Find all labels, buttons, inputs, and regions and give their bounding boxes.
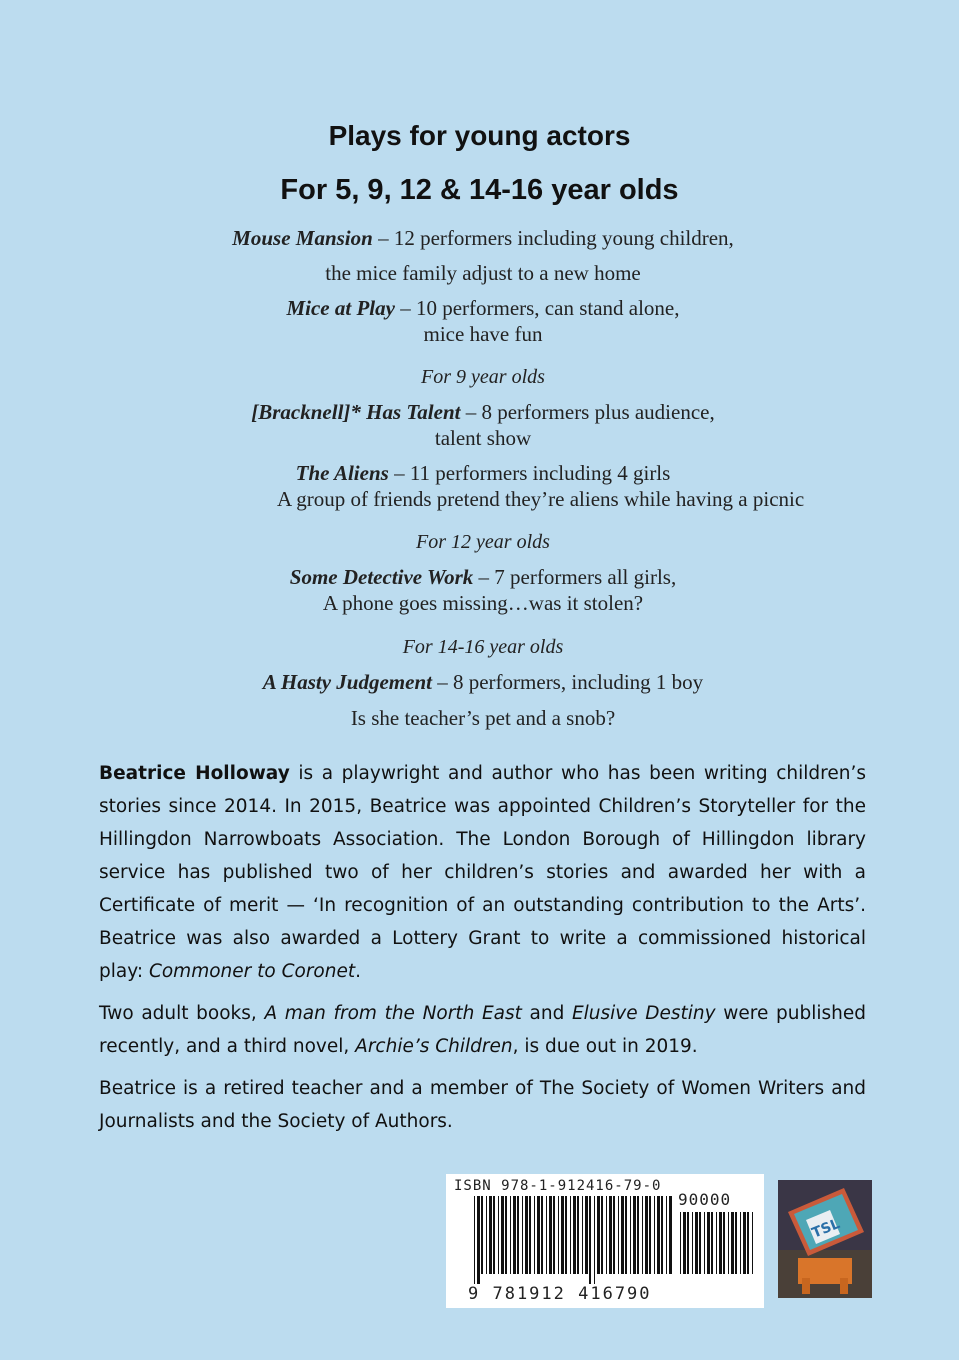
barcode-bar (649, 1196, 651, 1274)
bio-text: is a playwright and author who has been writing children’s stories since 2014. In 2015, Beatrice was appointed Children’s Storyteller for the Hillingdon Narrowboats Association. The London Borough of Hillingdon library service has published two of her children’s stories and awarded her with a Certificate of merit — ‘In recognition of an outstanding contribution to the Arts’. Beatrice was also awarded a Lottery Grant to write a commissioned historical play: (99, 763, 866, 982)
bio-paragraph-1 (99, 757, 866, 988)
barcode-bar (585, 1196, 588, 1274)
barcode-bar (573, 1196, 576, 1274)
book-title: Archie’s Children (355, 1036, 513, 1057)
barcode-bar (546, 1196, 547, 1274)
bio-text: Two adult books, (99, 1003, 265, 1024)
barcode-bar (565, 1196, 567, 1274)
book-title: Elusive Destiny (571, 1003, 716, 1024)
play-title: Mouse Mansion (232, 226, 373, 250)
ean-number: 9 781912 416790 (468, 1284, 652, 1304)
play-desc: – 12 performers including young children, (372, 226, 734, 250)
play-summary: the mice family adjust to a new home (325, 261, 641, 285)
bio-paragraph-2 (99, 997, 866, 1063)
author-bio (99, 757, 866, 1138)
barcode-bar (743, 1212, 746, 1274)
barcode-bar (657, 1196, 660, 1274)
barcode-bar (719, 1212, 722, 1274)
logo-illustration (778, 1180, 872, 1298)
barcode-bar (723, 1212, 725, 1274)
age-category-14-16: For 14-16 year olds (402, 636, 564, 658)
barcode-bar (558, 1196, 559, 1274)
play-mouse-mansion (0, 226, 959, 251)
barcode-bar (642, 1196, 643, 1274)
play-some-detective-work (0, 565, 959, 590)
title-heading: Plays for young actors (328, 120, 631, 151)
barcode-bar (609, 1196, 612, 1274)
barcode-bar (680, 1212, 681, 1274)
barcode-bar (666, 1196, 667, 1274)
barcode-bar (529, 1196, 531, 1274)
barcode-bar (474, 1196, 475, 1284)
barcode-bar (707, 1212, 710, 1274)
play-mice-at-play (0, 296, 959, 321)
age-category-9: For 9 year olds (421, 366, 545, 388)
barcode-bar (537, 1196, 540, 1274)
play-title: The Aliens (295, 461, 389, 485)
barcode-bar (683, 1212, 686, 1274)
barcode-bar (549, 1196, 552, 1274)
bio-text: and (521, 1003, 572, 1024)
barcode-bar (695, 1212, 698, 1274)
barcode-bar (704, 1212, 705, 1274)
barcode-bar (699, 1212, 701, 1274)
play-desc: – 8 performers plus audience, (460, 400, 715, 424)
barcode-bar (692, 1212, 693, 1274)
price-code: 90000 (678, 1190, 732, 1209)
play-summary: A phone goes missing…was it stolen? (322, 591, 644, 615)
play-summary: mice have fun (423, 322, 543, 346)
logo-label: TSL (809, 1216, 843, 1242)
author-name: Beatrice Holloway (99, 763, 290, 784)
barcode-bar (633, 1196, 636, 1274)
play-title: Mice at Play (286, 296, 395, 320)
barcode-bars (474, 1196, 674, 1284)
play-a-hasty-judgement (0, 670, 959, 695)
barcode-bar (570, 1196, 571, 1274)
barcode-bar (577, 1196, 579, 1274)
isbn-number: ISBN 978-1-912416-79-0 (454, 1178, 662, 1194)
bio-text: , is due out in 2019. (512, 1036, 698, 1057)
bio-paragraph-3: Beatrice is a retired teacher and a member of The Society of Women Writers and Journalists and the Society of Authors. (99, 1078, 866, 1132)
barcode-bar (525, 1196, 528, 1274)
barcode-bar (486, 1196, 487, 1274)
barcode-bar (731, 1212, 734, 1274)
barcode-bar (541, 1196, 543, 1274)
barcode-bar (752, 1212, 753, 1274)
age-range-heading: For 5, 9, 12 & 14-16 year olds (280, 174, 679, 206)
price-barcode-bars (680, 1212, 756, 1284)
barcode-bar (618, 1196, 619, 1274)
barcode-bar (645, 1196, 648, 1274)
barcode-bar (534, 1196, 535, 1274)
barcode-bar (747, 1212, 749, 1274)
play-summary: A group of friends pretend they’re aliens while having a picnic (277, 487, 805, 511)
play-desc: – 11 performers including 4 girls (388, 461, 671, 485)
barcode-bar (669, 1196, 672, 1274)
barcode-bar (597, 1196, 600, 1274)
play-desc: – 7 performers all girls, (473, 565, 677, 589)
barcode-bar (621, 1196, 624, 1274)
barcode-bar (728, 1212, 729, 1274)
isbn-barcode (446, 1174, 764, 1308)
barcode-bar (654, 1196, 655, 1274)
play-title-italic: Commoner to Coronet (148, 961, 356, 982)
play-desc: – 8 performers, including 1 boy (431, 670, 704, 694)
play-title: Some Detective Work (289, 565, 474, 589)
bio-text: were published recently, and a third novel, (99, 1003, 866, 1057)
barcode-bar (740, 1212, 741, 1274)
barcode-bar (589, 1196, 591, 1284)
age-category-12: For 12 year olds (416, 531, 550, 553)
barcode-bar (687, 1212, 689, 1274)
barcode-bar (501, 1196, 504, 1274)
barcode-bar (477, 1196, 480, 1284)
barcode-bar (498, 1196, 499, 1274)
barcode-bar (661, 1196, 663, 1274)
barcode-bar (625, 1196, 627, 1274)
barcode-bar (601, 1196, 603, 1274)
barcode-bar (735, 1212, 737, 1274)
barcode-bar (711, 1212, 713, 1274)
barcode-bar (510, 1196, 511, 1274)
play-bracknell-has-talent (0, 400, 959, 425)
barcode-bar (522, 1196, 523, 1274)
play-title: [Bracknell]* Has Talent (251, 400, 461, 424)
barcode-bar (637, 1196, 639, 1274)
play-title: A Hasty Judgement (262, 670, 432, 694)
barcode-bar (561, 1196, 564, 1274)
barcode-bar (493, 1196, 495, 1274)
barcode-bar (630, 1196, 631, 1274)
play-summary: talent show (434, 426, 532, 450)
publisher-logo-image (778, 1180, 872, 1298)
barcode-bar (582, 1196, 583, 1274)
barcode-bar (505, 1196, 507, 1274)
barcode-bar (517, 1196, 519, 1274)
barcode-bar (716, 1212, 717, 1274)
barcode-bar (606, 1196, 607, 1274)
book-title: A man from the North East (264, 1003, 522, 1024)
play-desc: – 10 performers, can stand alone, (394, 296, 680, 320)
barcode-bar (489, 1196, 492, 1274)
play-summary: Is she teacher’s pet and a snob? (350, 706, 616, 730)
barcode-bar (513, 1196, 516, 1274)
barcode-bar (594, 1196, 595, 1284)
barcode-bar (613, 1196, 615, 1274)
barcode-bar (481, 1196, 483, 1274)
play-the-aliens (0, 461, 959, 486)
barcode-bar (553, 1196, 555, 1274)
bio-text: . (355, 961, 361, 982)
